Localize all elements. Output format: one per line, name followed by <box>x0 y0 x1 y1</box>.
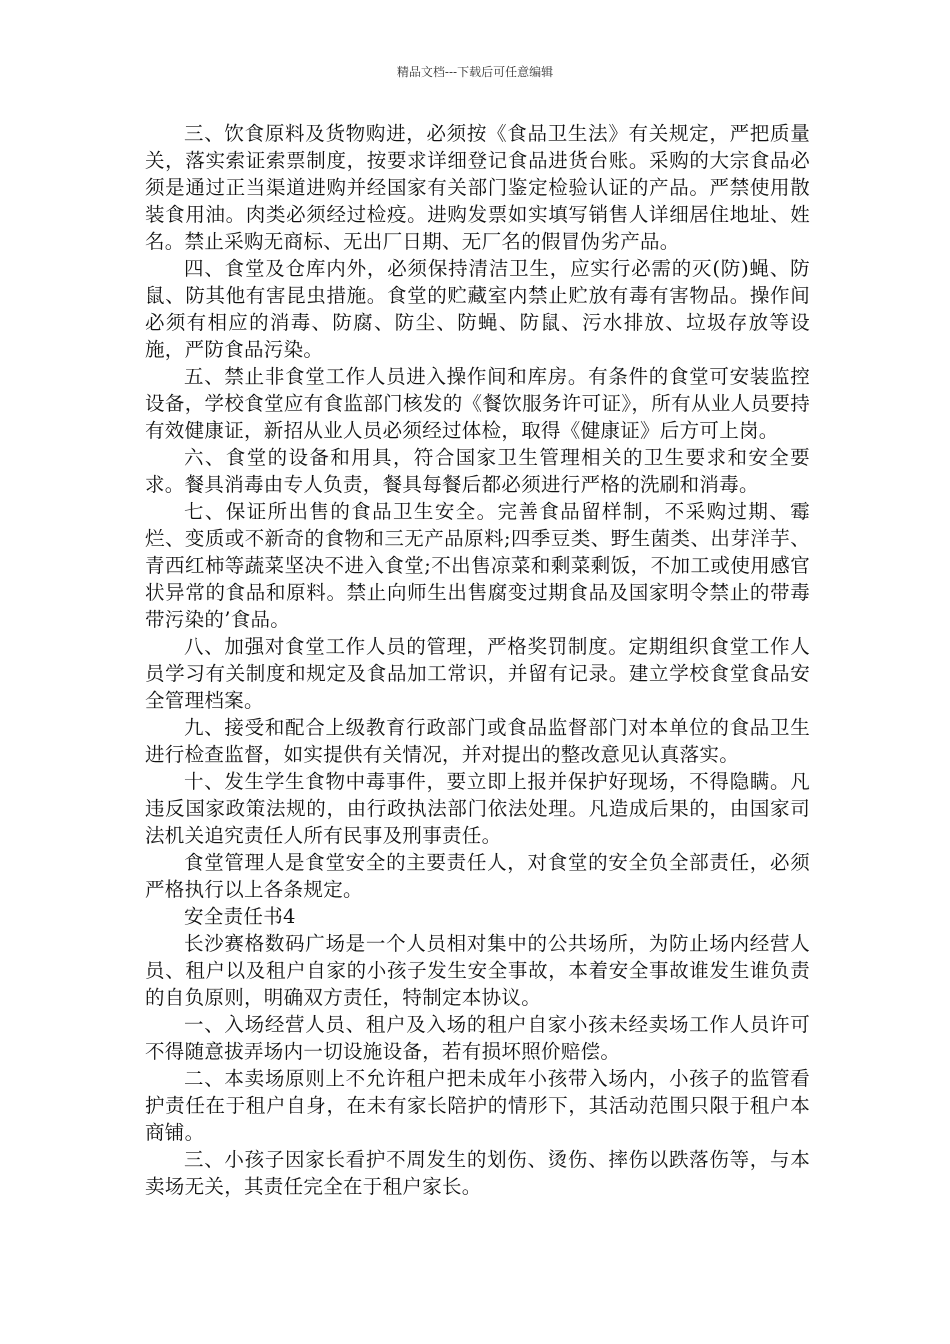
paragraph-10-poisoning-incident: 十、发生学生食物中毒事件，要立即上报并保护好现场，不得隐瞒。凡违反国家政策法规的，由行政执法部门依法处理。凡造成后果的，由国家司法机关追究责任人所有民事及刑事责任。 <box>145 770 810 847</box>
document-body <box>145 120 810 1200</box>
paragraph-1-equipment-damage: 一、入场经营人员、租户及入场的租户自家小孩未经卖场工作人员许可不得随意拔弄场内一切设施设备，若有损坏照价赔偿。 <box>145 1013 810 1063</box>
paragraph-8-staff-management: 八、加强对食堂工作人员的管理，严格奖罚制度。定期组织食堂工作人员学习有关制度和规定及食品加工常识，并留有记录。建立学校食堂食品安全管理档案。 <box>145 635 810 712</box>
section-heading: 安全责任书4 <box>184 905 296 928</box>
paragraph-3-child-injury: 三、小孩子因家长看护不周发生的划伤、烫伤、摔伤以跌落伤等，与本卖场无关，其责任完全在于租户家长。 <box>145 1148 810 1198</box>
paragraph-3-ingredient-purchasing: 三、饮食原料及货物购进，必须按《食品卫生法》有关规定，严把质量关，落实索证索票制度，按要求详细登记食品进货台账。采购的大宗食品必须是通过正当渠道进购并经国家有关部门鉴定检验认证的产品。严禁使用散装食用油。肉类必须经过检疫。进购发票如实填写销售人详细居住地址、姓名。禁止采购无商标、无出厂日期、无厂名的假冒伪劣产品。 <box>145 122 810 253</box>
paragraph-7-food-safety: 七、保证所出售的食品卫生安全。完善食品留样制，不采购过期、霉烂、变质或不新奇的食物和三无产品原料;四季豆类、野生菌类、出芽洋芋、青西红柿等蔬菜坚决不进入食堂;不出售凉菜和剩菜剩饭，不加工或使用感官状异常的食品和原料。禁止向师生出售腐变过期食品及国家明令禁止的带毒带污染的’食品。 <box>145 500 810 631</box>
paragraph-2-child-supervision: 二、本卖场原则上不允许租户把未成年小孩带入场内，小孩子的监管看护责任在于租户自身，在未有家长陪护的情形下，其活动范围只限于租户本商铺。 <box>145 1067 810 1144</box>
paragraph-5-access-control: 五、禁止非食堂工作人员进入操作间和库房。有条件的食堂可安装监控设备，学校食堂应有食监部门核发的《餐饮服务许可证》，所有从业人员要持有效健康证，新招从业人员必须经过体检，取得《健康证》后方可上岗。 <box>145 365 810 442</box>
paragraph-6-equipment: 六、食堂的设备和用具，符合国家卫生管理相关的卫生要求和安全要求。餐具消毒由专人负责，餐具每餐后都必须进行严格的洗刷和消毒。 <box>145 446 810 496</box>
paragraph-9-inspection: 九、接受和配合上级教育行政部门或食品监督部门对本单位的食品卫生进行检查监督，如实提供有关情况，并对提出的整改意见认真落实。 <box>145 716 810 766</box>
paragraph-intro-agreement: 长沙赛格数码广场是一个人员相对集中的公共场所，为防止场内经营人员、租户以及租户自家的小孩子发生安全事故，本着安全事故谁发生谁负责的自负原则，明确双方责任，特制定本协议。 <box>145 932 810 1009</box>
paragraph-manager-responsibility: 食堂管理人是食堂安全的主要责任人，对食堂的安全负全部责任，必须严格执行以上各条规定。 <box>145 851 810 901</box>
page-header: 精品文档---下载后可任意编辑 <box>396 65 554 79</box>
paragraph-4-hygiene-pest-control: 四、食堂及仓库内外，必须保持清洁卫生，应实行必需的灭(防)蝇、防鼠、防其他有害昆虫措施。食堂的贮藏室内禁止贮放有毒有害物品。操作间必须有相应的消毒、防腐、防尘、防蝇、防鼠、污水排放、垃圾存放等设施，严防食品污染。 <box>145 257 810 361</box>
